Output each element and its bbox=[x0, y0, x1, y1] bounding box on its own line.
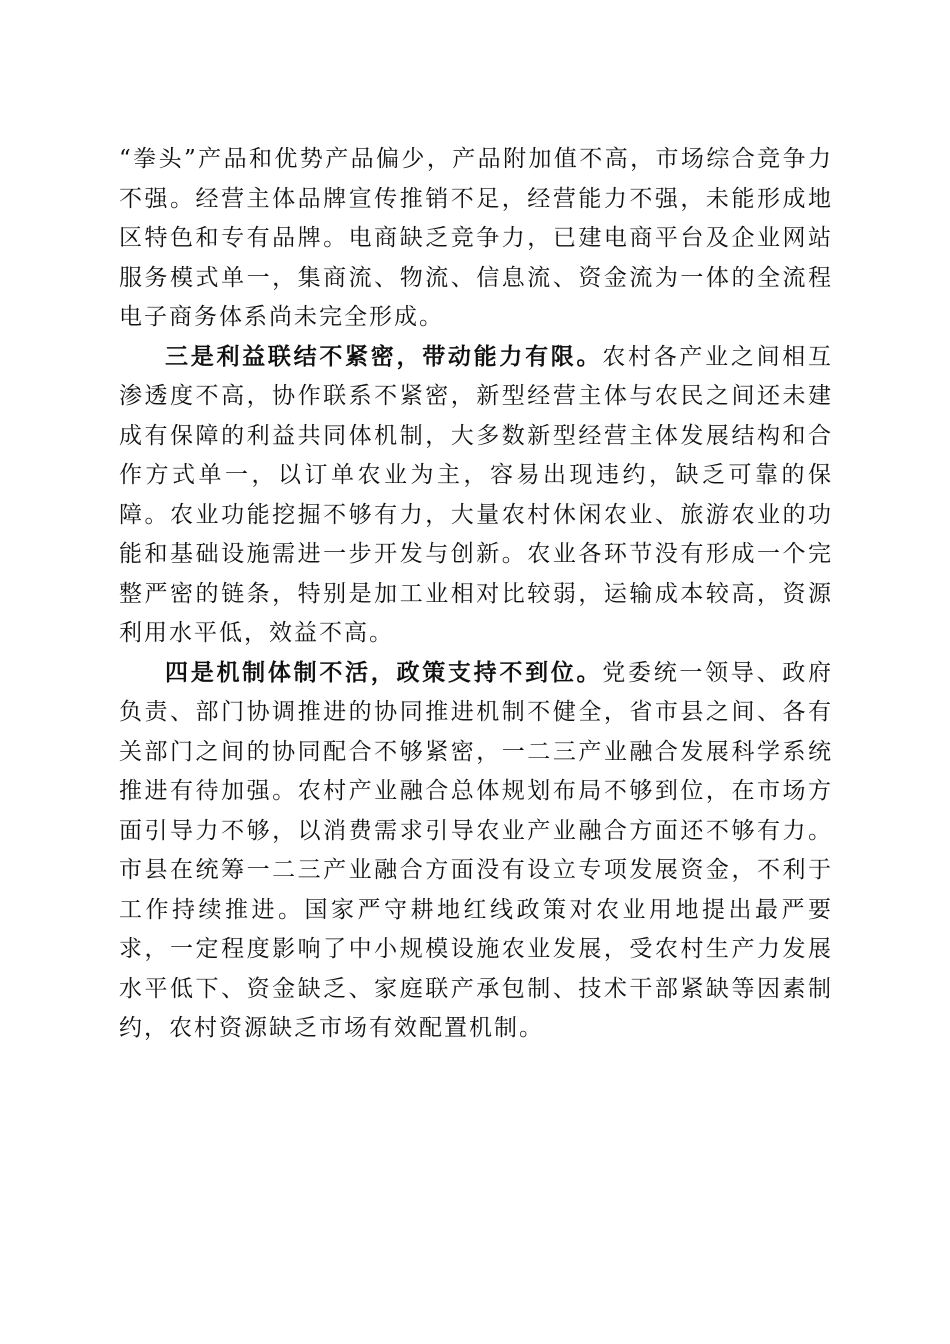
paragraph-2 bbox=[119, 338, 833, 654]
document-body bbox=[119, 140, 833, 1049]
paragraph-3 bbox=[119, 654, 833, 1049]
paragraph-1-text: “拳头”产品和优势产品偏少，产品附加值不高，市场综合竞争力不强。经营主体品牌宣传推销不足，经营能力不强，未能形成地区特色和专有品牌。电商缺乏竞争力，已建电商平台及企业网站服务模式单一，集商流、物流、信息流、资金流为一体的全流程电子商务体系尚未完全形成。 bbox=[119, 146, 833, 330]
paragraph-2-lead: 三是利益联结不紧密，带动能力有限。 bbox=[165, 343, 603, 370]
paragraph-3-text: 党委统一领导、政府负责、部门协调推进的协同推进机制不健全，省市县之间、各有关部门之间的协同配合不够紧密，一二三产业融合发展科学系统推进有待加强。农村产业融合总体规划布局不够到位，在市场方面引导力不够，以消费需求引导农业产业融合方面还不够有力。市县在统筹一二三产业融合方面没有设立专项发展资金，不利于工作持续推进。国家严守耕地红线政策对农业用地提出最严要求，一定程度影响了中小规模设施农业发展，受农村生产力发展水平低下、资金缺乏、家庭联产承包制、技术干部紧缺等因素制约，农村资源缺乏市场有效配置机制。 bbox=[119, 659, 834, 1041]
paragraph-1 bbox=[119, 140, 833, 338]
paragraph-2-text: 农村各产业之间相互渗透度不高，协作联系不紧密，新型经营主体与农民之间还未建成有保障的利益共同体机制，大多数新型经营主体发展结构和合作方式单一，以订单农业为主，容易出现违约，缺乏可靠的保障。农业功能挖掘不够有力，大量农村休闲农业、旅游农业的功能和基础设施需进一步开发与创新。农业各环节没有形成一个完整严密的链条，特别是加工业相对比较弱，运输成本较高，资源利用水平低，效益不高。 bbox=[119, 343, 834, 646]
paragraph-3-lead: 四是机制体制不活，政策支持不到位。 bbox=[165, 659, 603, 686]
